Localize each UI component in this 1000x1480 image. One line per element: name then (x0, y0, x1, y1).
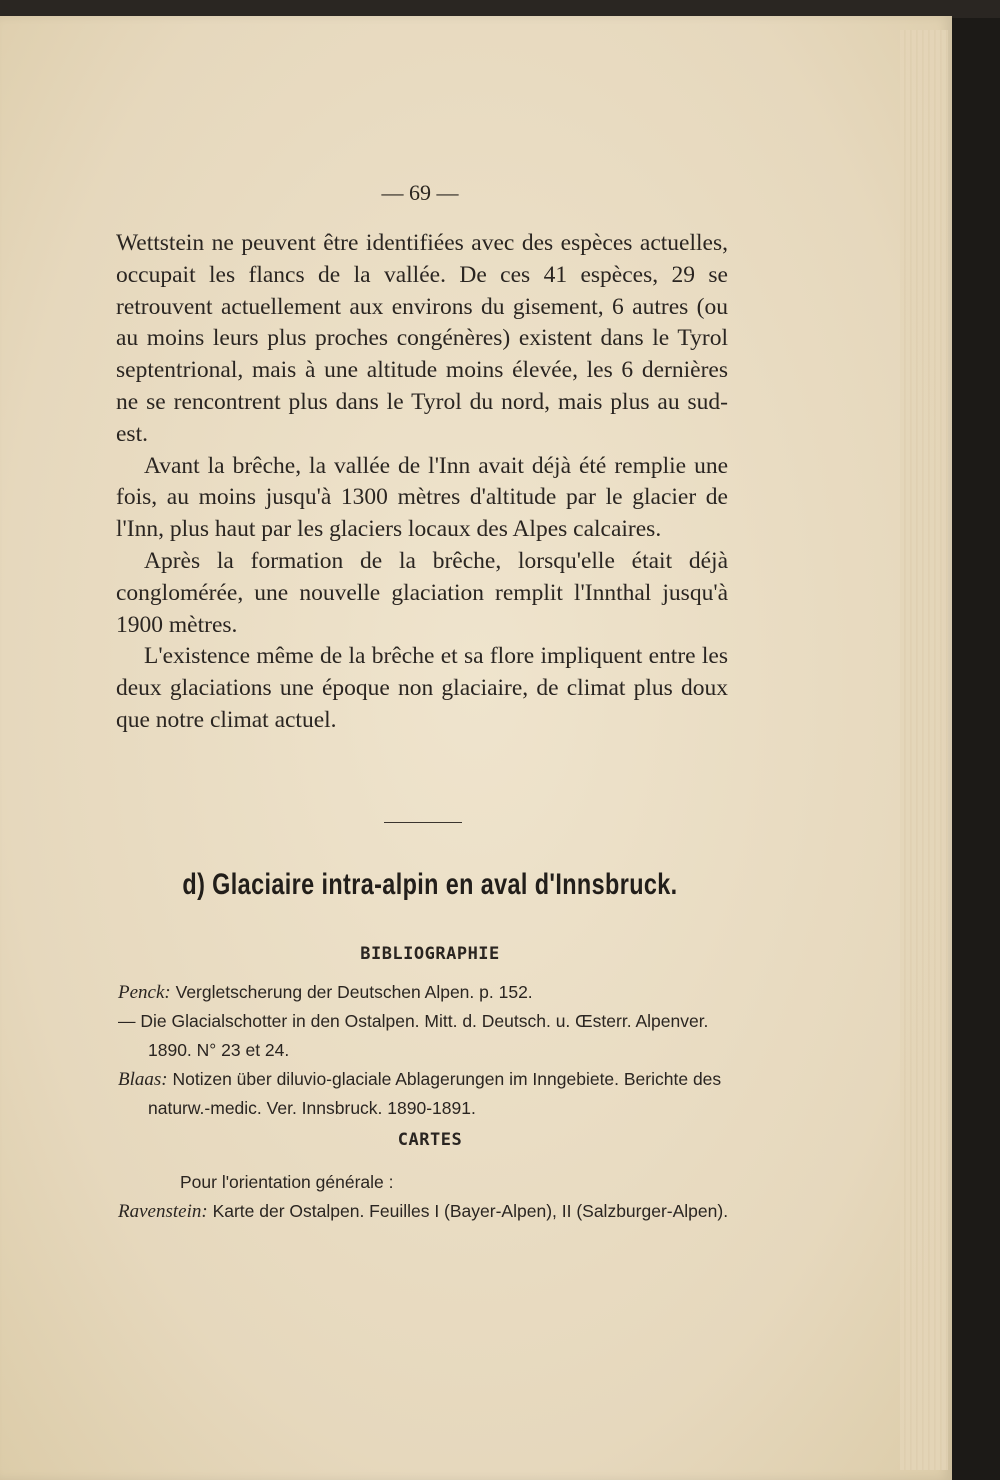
cartes-author: Ravenstein: (118, 1201, 208, 1222)
biblio-text: Vergletscherung der Deutschen Alpen. p. 152. (175, 982, 533, 1002)
biblio-entry (118, 978, 738, 1007)
cartes-list (118, 1168, 738, 1226)
biblio-author: Blaas: (118, 1069, 168, 1090)
biblio-text: Die Glacialschotter in den Ostalpen. Mitt. d. Deutsch. u. Œsterr. Alpenver. 1890. N° 23 et 24. (140, 1011, 709, 1060)
paragraph: L'existence même de la brêche et sa flore impliquent entre les deux glaciations une époque non glaciaire, de climat plus doux que notre climat actuel. (116, 643, 728, 733)
body-text (116, 228, 728, 737)
bibliographie-list (118, 978, 738, 1123)
biblio-author: Penck: (118, 982, 171, 1003)
biblio-dash: — (118, 1011, 136, 1031)
section-divider (384, 822, 462, 823)
paragraph: Avant la brêche, la vallée de l'Inn avait déjà été remplie une fois, au moins jusqu'à 1300 mètres d'altitude par le glacier de l'Inn, plus haut par les glaciers locaux des Alpes calcaires. (116, 452, 728, 543)
bibliographie-heading: BIBLIOGRAPHIE (360, 944, 500, 964)
biblio-entry (118, 1007, 738, 1065)
cartes-heading: CARTES (397, 1130, 463, 1150)
paragraph: Wettstein ne peuvent être identifiées avec des espèces actuelles, occupait les flancs de la vallée. De ces 41 espèces, 29 se retrouvent actuellement aux environs du gisement, 6 autres (ou au moins leurs plus proches congénères) existent dans le Tyrol septentrional, mais à une altitude moins élevée, les 6 dernières ne se rencontrent plus dans le Tyrol du nord, mais plus au sud-est. (116, 230, 728, 447)
cartes-entry (118, 1197, 738, 1226)
paragraph: Après la formation de la brêche, lorsqu'elle était déjà conglomérée, une nouvelle glaciation remplit l'Innthal jusqu'à 1900 mètres. (116, 547, 728, 638)
section-heading: d) Glaciaire intra-alpin en aval d'Innsbruck. (182, 868, 678, 901)
biblio-entry (118, 1065, 738, 1123)
page-stack-edge (900, 30, 948, 1470)
cartes-text: Karte der Ostalpen. Feuilles I (Bayer-Alpen), II (Salzburger-Alpen). (212, 1201, 729, 1221)
page-number: — 69 — (381, 180, 459, 205)
cartes-intro: Pour l'orientation générale : (180, 1172, 394, 1192)
biblio-text: Notizen über diluvio-glaciale Ablagerungen im Inngebiete. Berichte des naturw.-medic. Ver. Innsbruck. 1890-1891. (148, 1069, 722, 1118)
